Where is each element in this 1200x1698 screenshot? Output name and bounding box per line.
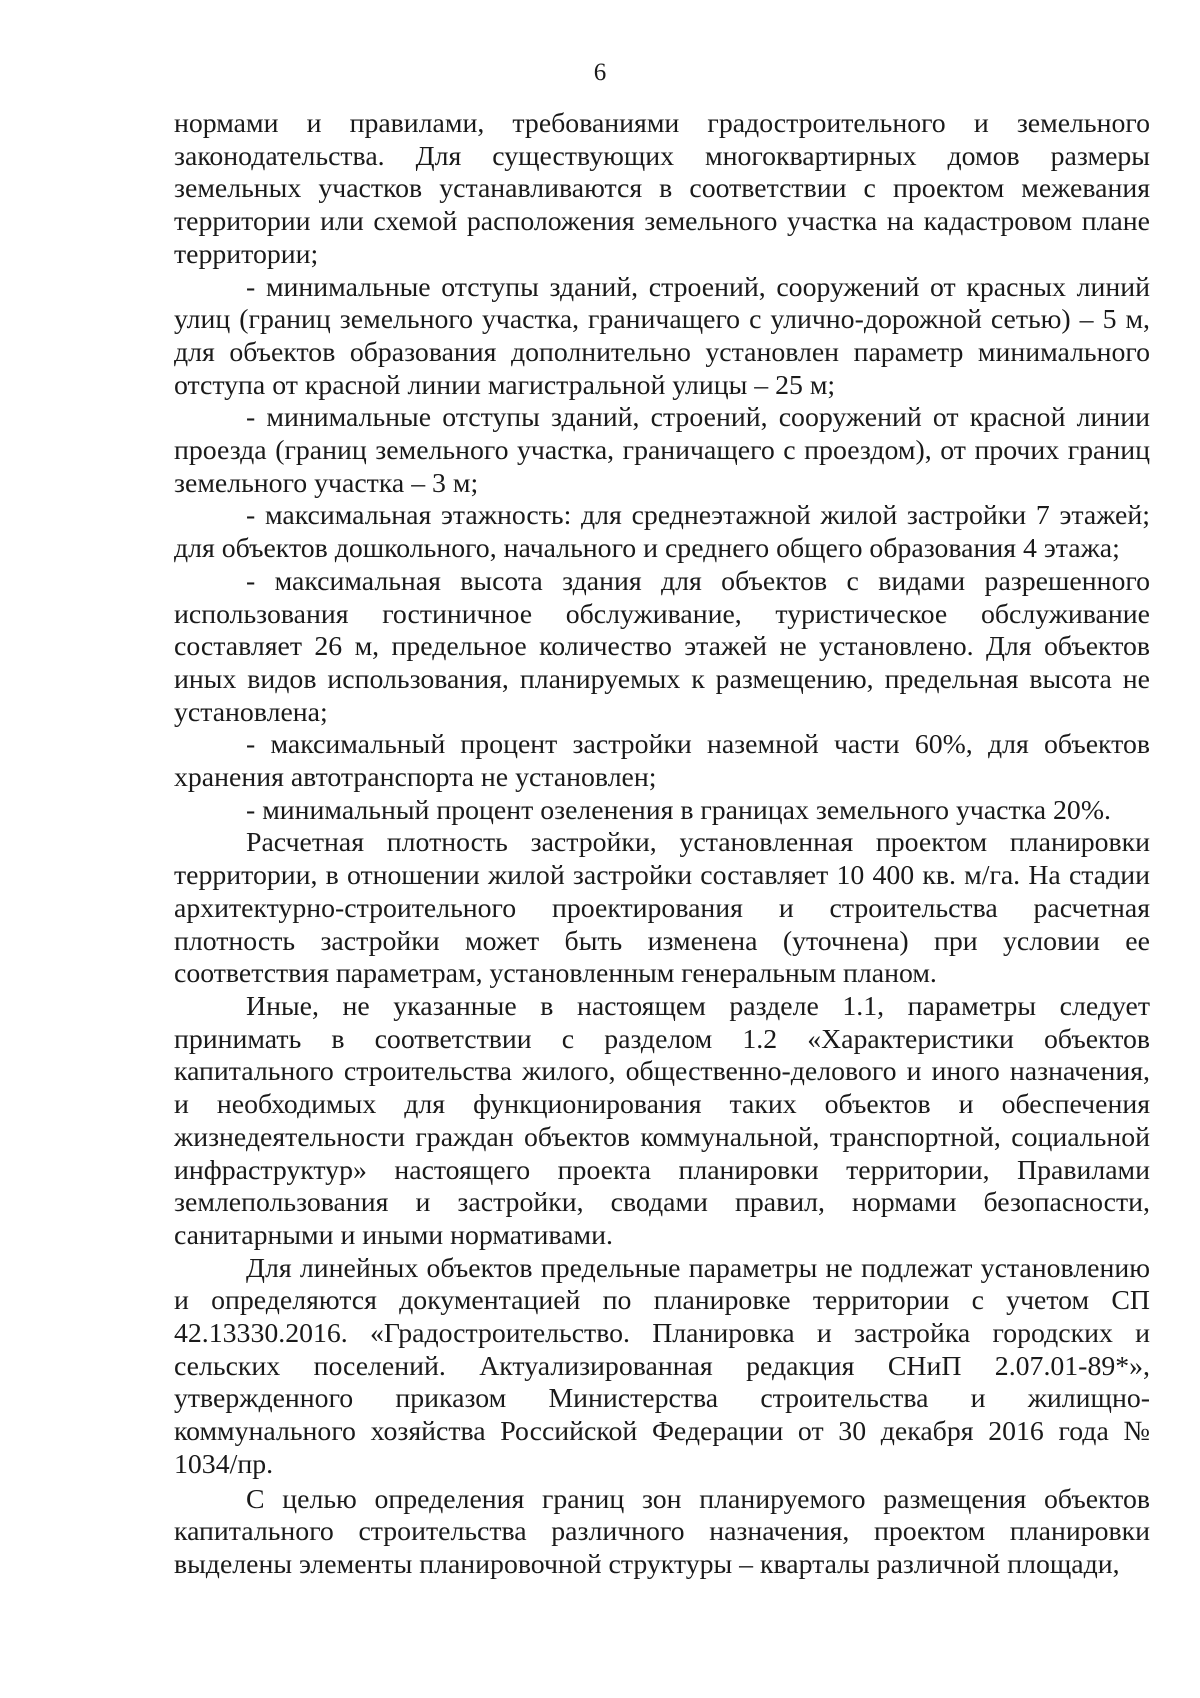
- paragraph-max-height: - максимальная высота здания для объектов с видами разрешенного использования гостиничное обслуживание, туристическое обслуживание составляет 26 м, предельное количество этажей не установлено. Для объектов иных видов использования, планируемых к размещению, предельная высота не установлена;: [174, 565, 1150, 728]
- paragraph-continuation: нормами и правилами, требованиями градостроительного и земельного законодательства. Для существующих многоквартирных домов размеры земельных участков устанавливаются в соответствии с проектом межевания территории или схемой расположения земельного участка на кадастровом плане территории;: [174, 108, 1150, 270]
- paragraph-zone-boundaries: С целью определения границ зон планируемого размещения объектов капитального строительства различного назначения, проектом планировки выделены элементы планировочной структуры – кварталы различной площади,: [174, 1483, 1150, 1580]
- paragraph-density: Расчетная плотность застройки, установленная проектом планировки территории, в отношении жилой застройки составляет 10 400 кв. м/га. На стадии архитектурно-строительного проектирования и строительства расчетная плотность застройки может быть изменена (уточнена) при условии ее соответствия параметрам, установленным генеральным планом.: [174, 827, 1150, 990]
- paragraph-linear-objects: Для линейных объектов предельные параметры не подлежат установлению и определяются документацией по планировке территории с учетом СП 42.13330.2016. «Градостроительство. Планировка и застройка городских и сельских поселений. Актуализированная редакция СНиП 2.07.01-89*», утвержденного приказом Министерства строительства и жилищно-коммунального хозяйства Российской Федерации от 30 декабря 2016 года № 1034/пр.: [174, 1252, 1150, 1480]
- paragraph-red-line-offset: - минимальные отступы зданий, строений, сооружений от красных линий улиц (границ земельного участка, граничащего с улично-дорожной сетью) – 5 м, для объектов образования дополнительно установлен параметр минимального отступа от красной линии магистральной улицы – 25 м;: [174, 271, 1150, 401]
- document-body: [174, 108, 1150, 1582]
- page-number: 6: [593, 59, 607, 86]
- paragraph-max-floors: - максимальная этажность: для среднеэтажной жилой застройки 7 этажей; для объектов дошкольного, начального и среднего общего образования 4 этажа;: [174, 500, 1150, 565]
- paragraph-driveway-offset: - минимальные отступы зданий, строений, сооружений от красной линии проезда (границ земельного участка, граничащего с проездом), от прочих границ земельного участка – 3 м;: [174, 402, 1150, 499]
- paragraph-min-greenery: - минимальный процент озеленения в границах земельного участка 20%.: [246, 794, 1111, 826]
- paragraph-other-parameters: Иные, не указанные в настоящем разделе 1.1, параметры следует принимать в соответствии с разделом 1.2 «Характеристики объектов капитального строительства жилого, общественно-делового и иного назначения, и необходимых для функционирования таких объектов и обеспечения жизнедеятельности граждан объектов коммунальной, транспортной, социальной инфраструктур» настоящего проекта планировки территории, Правилами землепользования и застройки, сводами правил, нормами безопасности, санитарными и иными нормативами.: [174, 990, 1150, 1251]
- paragraph-max-coverage: - максимальный процент застройки наземной части 60%, для объектов хранения автотранспорта не установлен;: [174, 729, 1150, 794]
